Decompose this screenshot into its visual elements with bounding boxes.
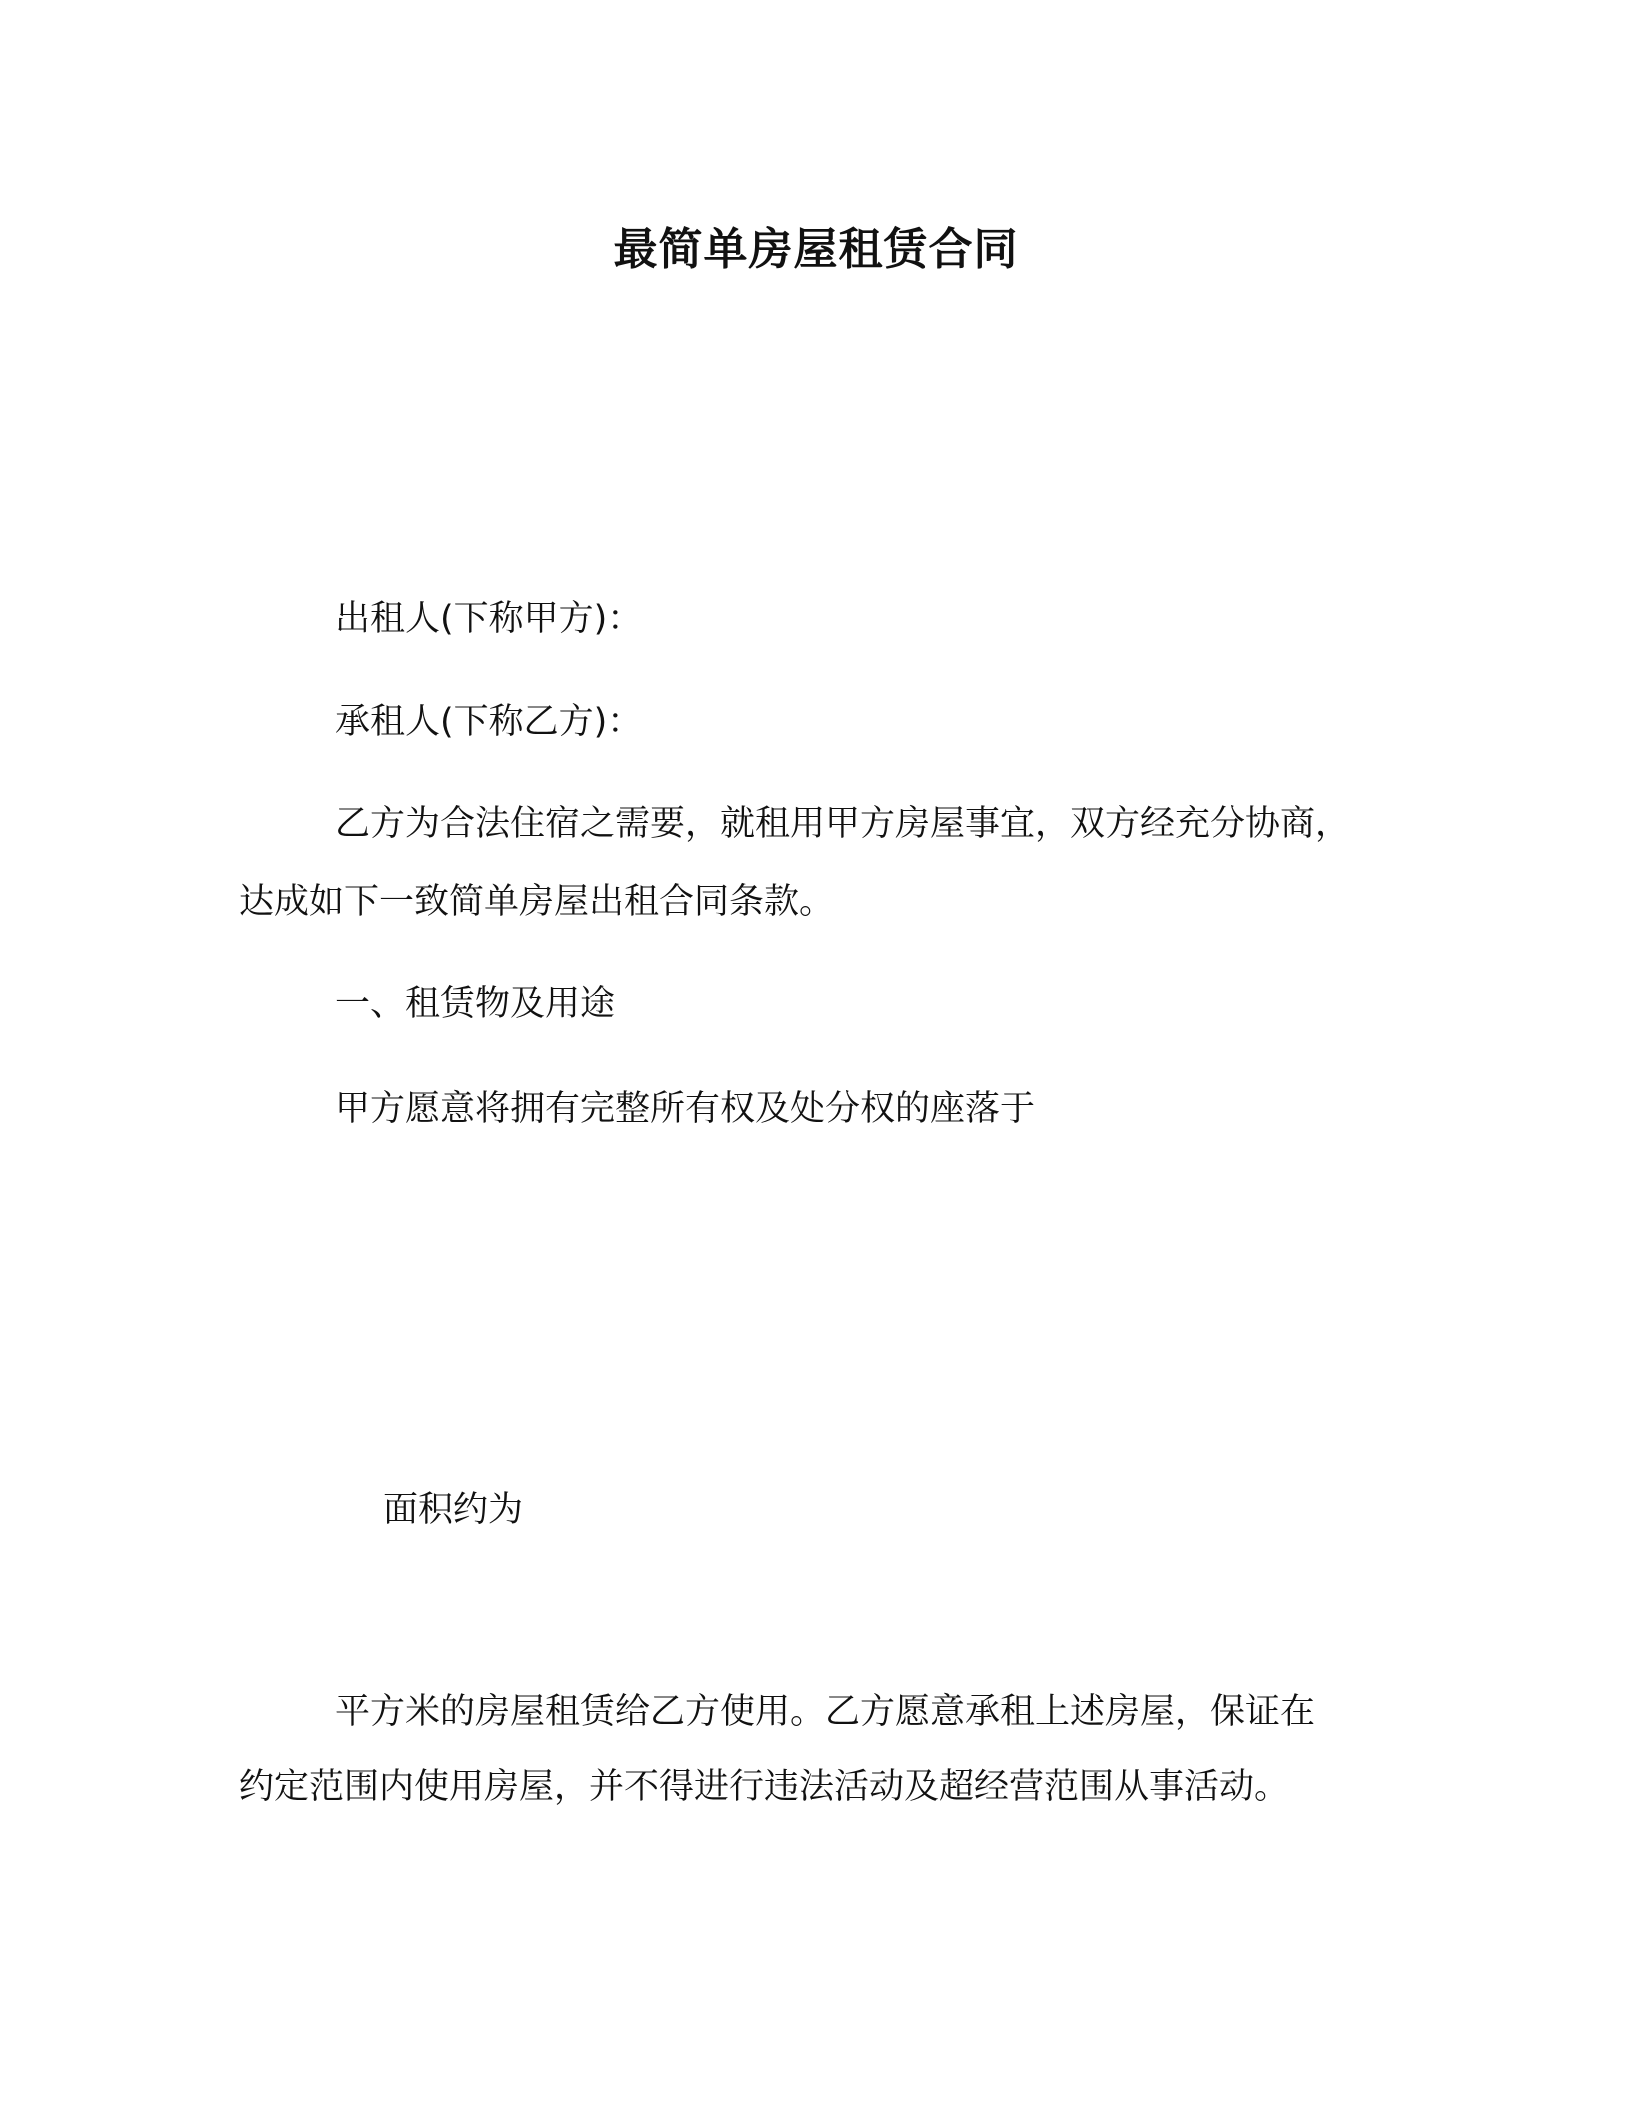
section-1-para2-line-2: 约定范围内使用房屋，并不得进行违法活动及超经营范围从事活动。: [239, 1767, 1290, 1807]
section-1-line-1: 甲方愿意将拥有完整所有权及处分权的座落于: [335, 1089, 1036, 1129]
lessee-label: 承租人(下称乙方)：: [335, 702, 643, 742]
lessor-label: 出租人(下称甲方)：: [335, 599, 643, 639]
area-label: 面积约为: [383, 1490, 524, 1530]
intro-line-1: 乙方为合法住宿之需要，就租用甲方房屋事宜，双方经充分协商，: [335, 804, 1351, 844]
section-1-heading: 一、租赁物及用途: [335, 984, 616, 1024]
intro-line-2: 达成如下一致简单房屋出租合同条款。: [239, 882, 835, 922]
section-1-para2-line-1: 平方米的房屋租赁给乙方使用。乙方愿意承租上述房屋，保证在: [335, 1692, 1316, 1732]
document-title: 最简单房屋租赁合同: [613, 224, 1019, 275]
